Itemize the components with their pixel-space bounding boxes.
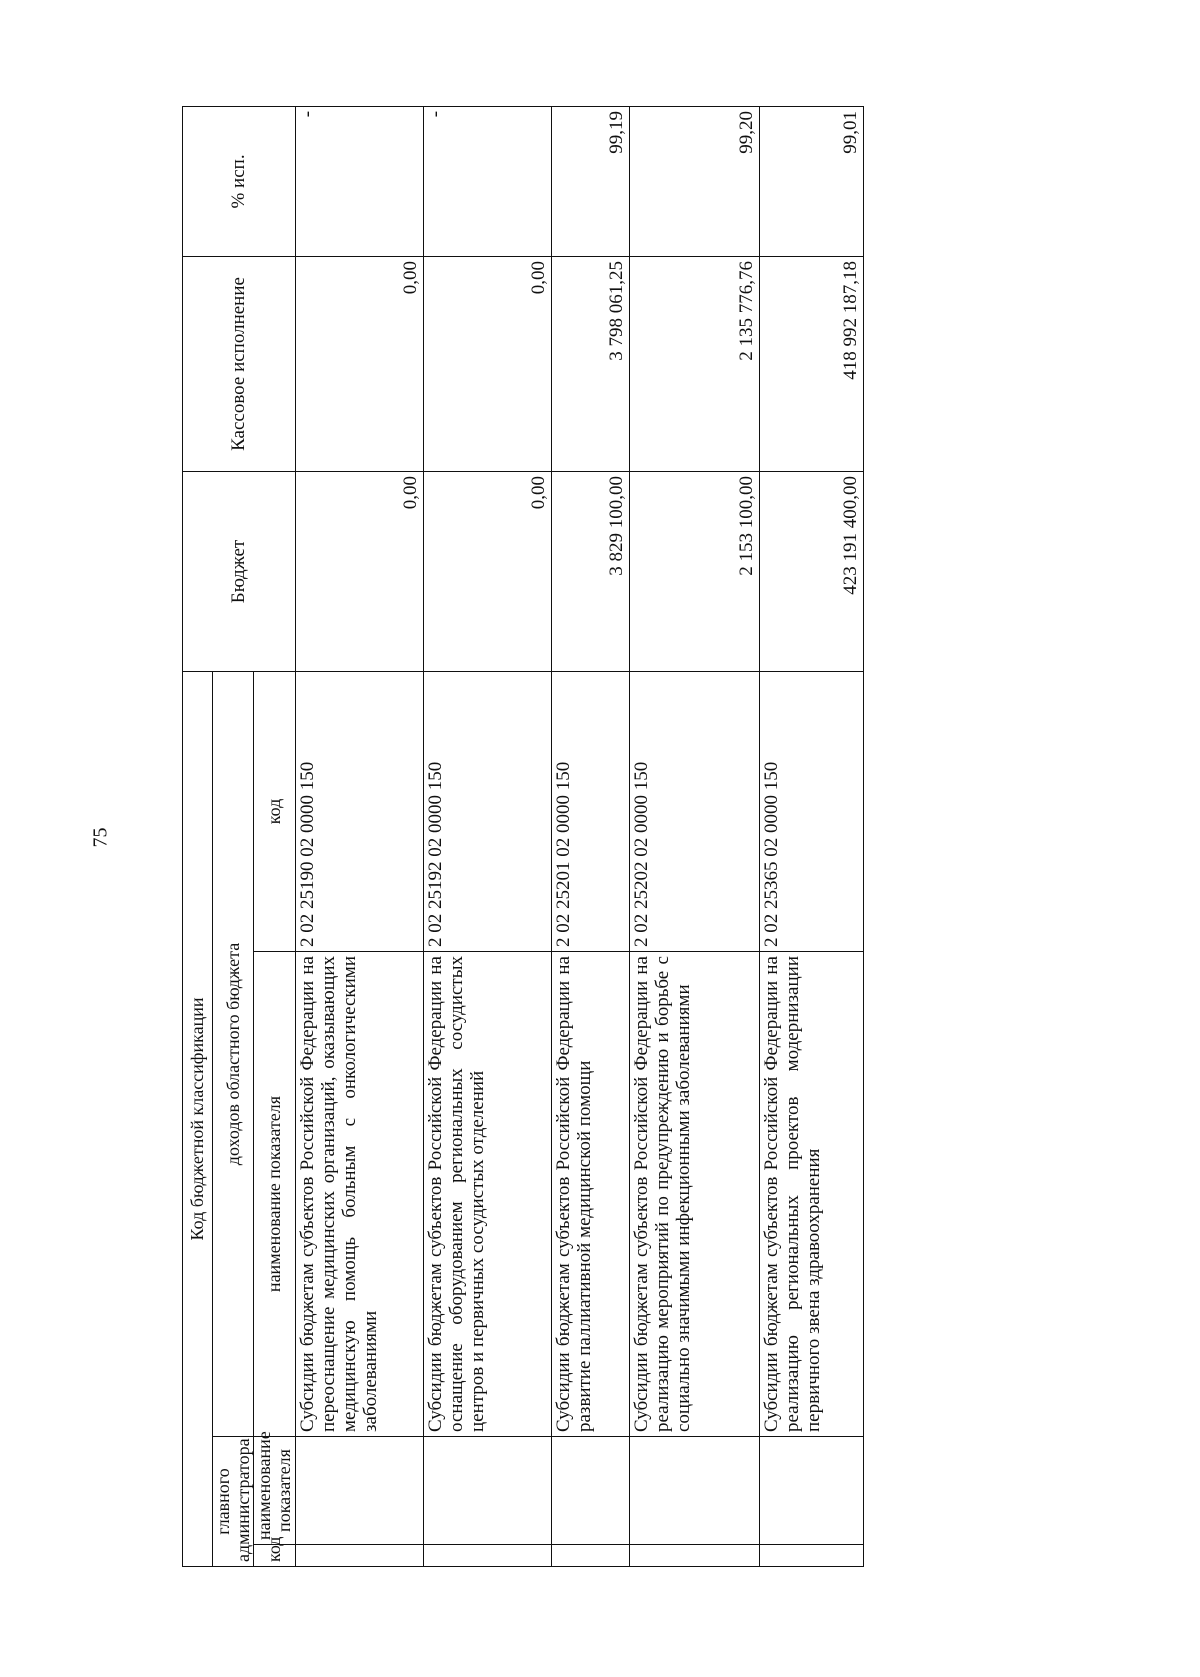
row-budget: 2 153 100,00 bbox=[629, 471, 759, 671]
table-row bbox=[423, 106, 551, 1566]
row-revenue-code: 2 02 25190 02 0000 150 bbox=[295, 671, 423, 951]
row-revenue-code: 2 02 25365 02 0000 150 bbox=[759, 671, 863, 951]
header-cash-execution: Кассовое исполнение bbox=[183, 256, 296, 471]
row-indicator-name: Субсидии бюджетам субъектов Российской Федерации на реализацию региональных проектов модернизации первичного звена здравоохранения bbox=[759, 952, 863, 1437]
header-chief-admin: главного администратора bbox=[213, 1437, 254, 1567]
row-percent: 99,20 bbox=[629, 106, 759, 256]
row-percent: 99,19 bbox=[551, 106, 629, 256]
row-cash: 3 798 061,25 bbox=[551, 256, 629, 471]
row-admin-name bbox=[629, 1437, 759, 1545]
row-admin-code bbox=[759, 1545, 863, 1567]
header-admin-name: наименование показателя bbox=[254, 1437, 295, 1545]
row-admin-code bbox=[629, 1545, 759, 1567]
row-admin-code bbox=[295, 1545, 423, 1567]
header-budget: Бюджет bbox=[183, 471, 296, 671]
row-cash: 0,00 bbox=[295, 256, 423, 471]
rotated-table-wrapper bbox=[182, 107, 862, 1567]
table-row bbox=[551, 106, 629, 1566]
table-row bbox=[759, 106, 863, 1566]
row-indicator-name: Субсидии бюджетам субъектов Российской Федерации на реализацию мероприятий по предупреждению и борьбе с социально значимыми инфекционными заболеваниями bbox=[629, 952, 759, 1437]
header-admin-code: код bbox=[254, 1545, 295, 1567]
header-percent: % исп. bbox=[183, 106, 296, 256]
page-number: 75 bbox=[89, 827, 112, 848]
row-indicator-name: Субсидии бюджетам субъектов Российской Федерации на развитие паллиативной медицинской помощи bbox=[551, 952, 629, 1437]
row-admin-code bbox=[423, 1545, 551, 1567]
row-cash: 418 992 187,18 bbox=[759, 256, 863, 471]
row-admin-name bbox=[759, 1437, 863, 1545]
table-row bbox=[629, 106, 759, 1566]
row-budget: 423 191 400,00 bbox=[759, 471, 863, 671]
header-revenue-code: код bbox=[254, 671, 295, 951]
row-admin-name bbox=[295, 1437, 423, 1545]
row-cash: 2 135 776,76 bbox=[629, 256, 759, 471]
row-budget: 0,00 bbox=[295, 471, 423, 671]
header-revenue-name: наименование показателя bbox=[254, 952, 295, 1437]
row-revenue-code: 2 02 25201 02 0000 150 bbox=[551, 671, 629, 951]
row-percent: - bbox=[295, 106, 423, 256]
budget-table bbox=[182, 106, 864, 1567]
row-admin-name bbox=[423, 1437, 551, 1545]
row-admin-name bbox=[551, 1437, 629, 1545]
row-revenue-code: 2 02 25192 02 0000 150 bbox=[423, 671, 551, 951]
table-row bbox=[295, 106, 423, 1566]
row-indicator-name: Субсидии бюджетам субъектов Российской Федерации на оснащение оборудованием региональных сосудистых центров и первичных сосудистых отделений bbox=[423, 952, 551, 1437]
row-admin-code bbox=[551, 1545, 629, 1567]
header-revenues: доходов областного бюджета bbox=[213, 671, 254, 1436]
row-cash: 0,00 bbox=[423, 256, 551, 471]
row-budget: 3 829 100,00 bbox=[551, 471, 629, 671]
row-percent: - bbox=[423, 106, 551, 256]
header-classification: Код бюджетной классификации bbox=[183, 671, 213, 1566]
row-percent: 99,01 bbox=[759, 106, 863, 256]
row-revenue-code: 2 02 25202 02 0000 150 bbox=[629, 671, 759, 951]
row-indicator-name: Субсидии бюджетам субъектов Российской Федерации на переоснащение медицинских организаций, оказывающих медицинскую помощь больным с онкологическими заболеваниями bbox=[295, 952, 423, 1437]
row-budget: 0,00 bbox=[423, 471, 551, 671]
